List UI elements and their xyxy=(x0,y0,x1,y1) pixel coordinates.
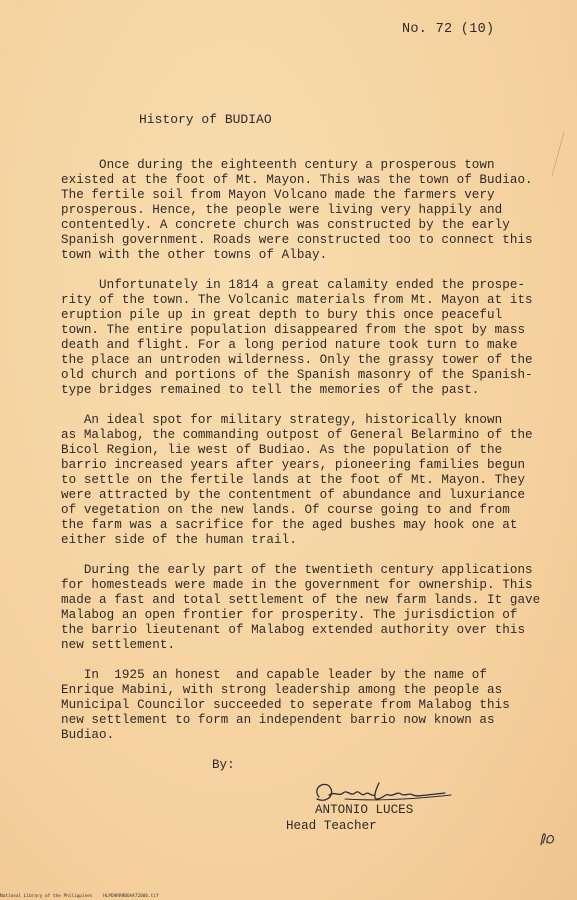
paragraph-5: In 1925 an honest and capable leader by the name of Enrique Mabini, with strong leadership among the people as Municipal Councilor succeeded to seperate from Malabog this new settlement to form an independent barrio now known as Budiao. xyxy=(61,668,510,742)
pencil-stroke xyxy=(548,130,568,180)
page-number: No. 72 (10) xyxy=(402,22,495,37)
paragraph-1: Once during the eighteenth century a prosperous town existed at the foot of Mt. Mayon. This was the town of Budiao. The fertile soil from Mayon Volcano made the farmers very prosperous. Hence, the people were living very happily and contentedly. A concrete church was constructed by the early Spanish government. Roads were constructed too to connect this town with the other towns of Albay. xyxy=(61,158,533,262)
handwritten-margin-mark xyxy=(537,831,557,849)
by-label: By: xyxy=(212,758,235,772)
signer-name: ANTONIO LUCES xyxy=(315,803,414,817)
paragraph-2: Unfortunately in 1814 a great calamity ended the prospe- rity of the town. The Volcanic materials from Mt. Mayon at its eruption pile up in great depth to bury this once peaceful town. The entire population disappeared from the spot by mass death and flight. For a long period nature took turn to make the place an untroden wilderness. Only the grassy tower of the old church and portions of the Spanish masonry of the Spanish- type bridges remained to tell the memories of the past. xyxy=(61,278,533,397)
archive-footer: National Library of the Philippines HLPDHRRRBOAA72006.tif xyxy=(0,894,159,899)
document-title: History of BUDIAO xyxy=(139,112,272,127)
paragraph-4: During the early part of the twentieth century applications for homesteads were made in the government for ownership. This made a fast and total settlement of the new farm lands. It gave Malabog an open frontier for prosperity. The jurisdiction of the barrio lieutenant of Malabog extended authority over this new settlement. xyxy=(61,563,541,652)
signer-title: Head Teacher xyxy=(286,819,377,833)
paragraph-3: An ideal spot for military strategy, historically known as Malabog, the commanding outpost of General Belarmino of the Bicol Region, lie west of Budiao. As the population of the barrio increased years after years, pioneering families begun to settle on the fertile lands at the foot of Mt. Mayon. They were attracted by the contentment of abundance and luxuriance of vegetation on the new lands. Of course going to and from the farm was a sacrifice for the aged bushes may hook one at either side of the human trail. xyxy=(61,413,533,547)
